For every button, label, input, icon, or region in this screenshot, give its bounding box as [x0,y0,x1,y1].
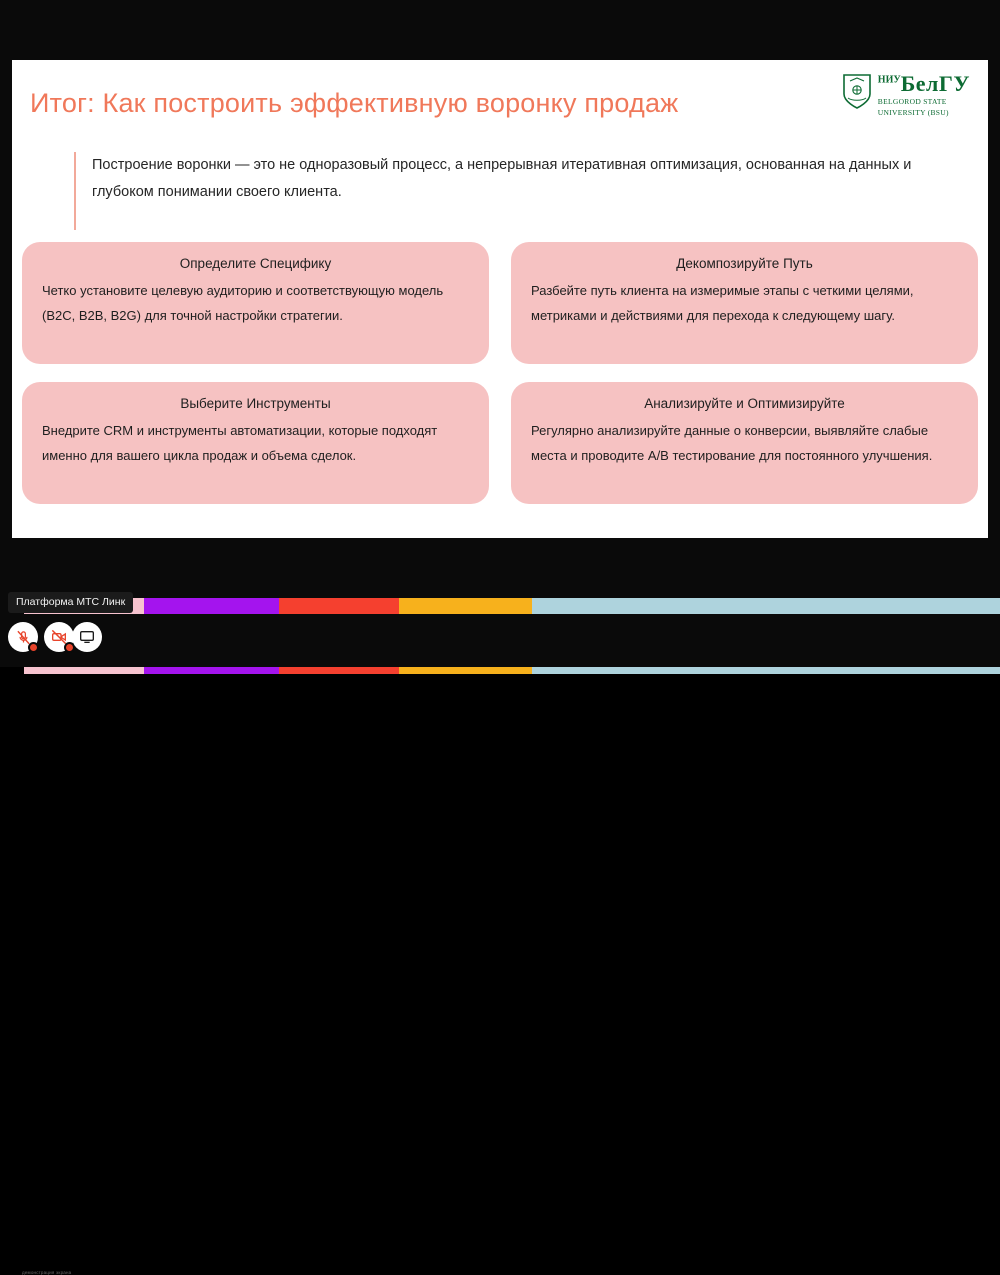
screen-share-button[interactable] [72,622,102,652]
screen-share-icon [79,629,95,645]
card-define-specifics [22,242,489,364]
card-title: Анализируйте и Оптимизируйте [644,396,845,411]
card-title: Определите Специфику [179,256,332,271]
share-caption: демонстрация экрана [22,1270,72,1275]
call-control-bar [0,614,1000,1275]
card-body: Регулярно анализируйте данные о конверсии, выявляйте слабые места и проводите A/B тестирование для постоянного улучшения. [531,423,933,463]
presentation-slide [12,60,988,538]
card-body: Разбейте путь клиента на измеримые этапы с четкими целями, метриками и действиями для перехода к следующему шагу. [531,283,914,323]
page-title: Итог: Как построить эффективную воронку продаж [30,88,679,118]
intro-paragraph-block [74,152,964,230]
card-body: Внедрите CRM и инструменты автоматизации, которые подходят именно для вашего цикла продаж и объема сделок. [42,423,438,463]
card-body: Четко установите целевую аудиторию и соответствующую модель (B2C, B2B, B2G) для точной настройки стратегии. [42,283,444,323]
logo-name-main [878,73,970,95]
card-title: Выберите Инструменты [180,396,331,411]
logo-name-main-text: БелГУ [900,71,970,96]
camera-button[interactable] [44,622,74,652]
logo-text-block [878,73,970,118]
cards-grid [22,242,978,504]
shield-crest-icon [842,72,872,110]
logo-name-sub-line2: UNIVERSITY (BSU) [877,108,949,118]
camera-off-icon [51,629,67,645]
mic-status-badge [28,642,39,653]
card-decompose-path [511,242,978,364]
logo-name-sup: НИУ [877,74,901,86]
card-analyze-optimize [511,382,978,504]
mic-button[interactable] [8,622,38,652]
university-logo [842,72,970,118]
platform-label: Платформа МТС Линк [8,592,133,613]
card-title: Декомпозируйте Путь [676,256,813,271]
logo-name-sub-line1: BELGOROD STATE [877,97,947,106]
card-choose-tools [22,382,489,504]
intro-paragraph: Построение воронки — это не одноразовый процесс, а непрерывная итеративная оптимизация, основанная на данных и глубоком понимании своего клиента. [92,157,912,200]
mic-off-icon [16,630,31,645]
